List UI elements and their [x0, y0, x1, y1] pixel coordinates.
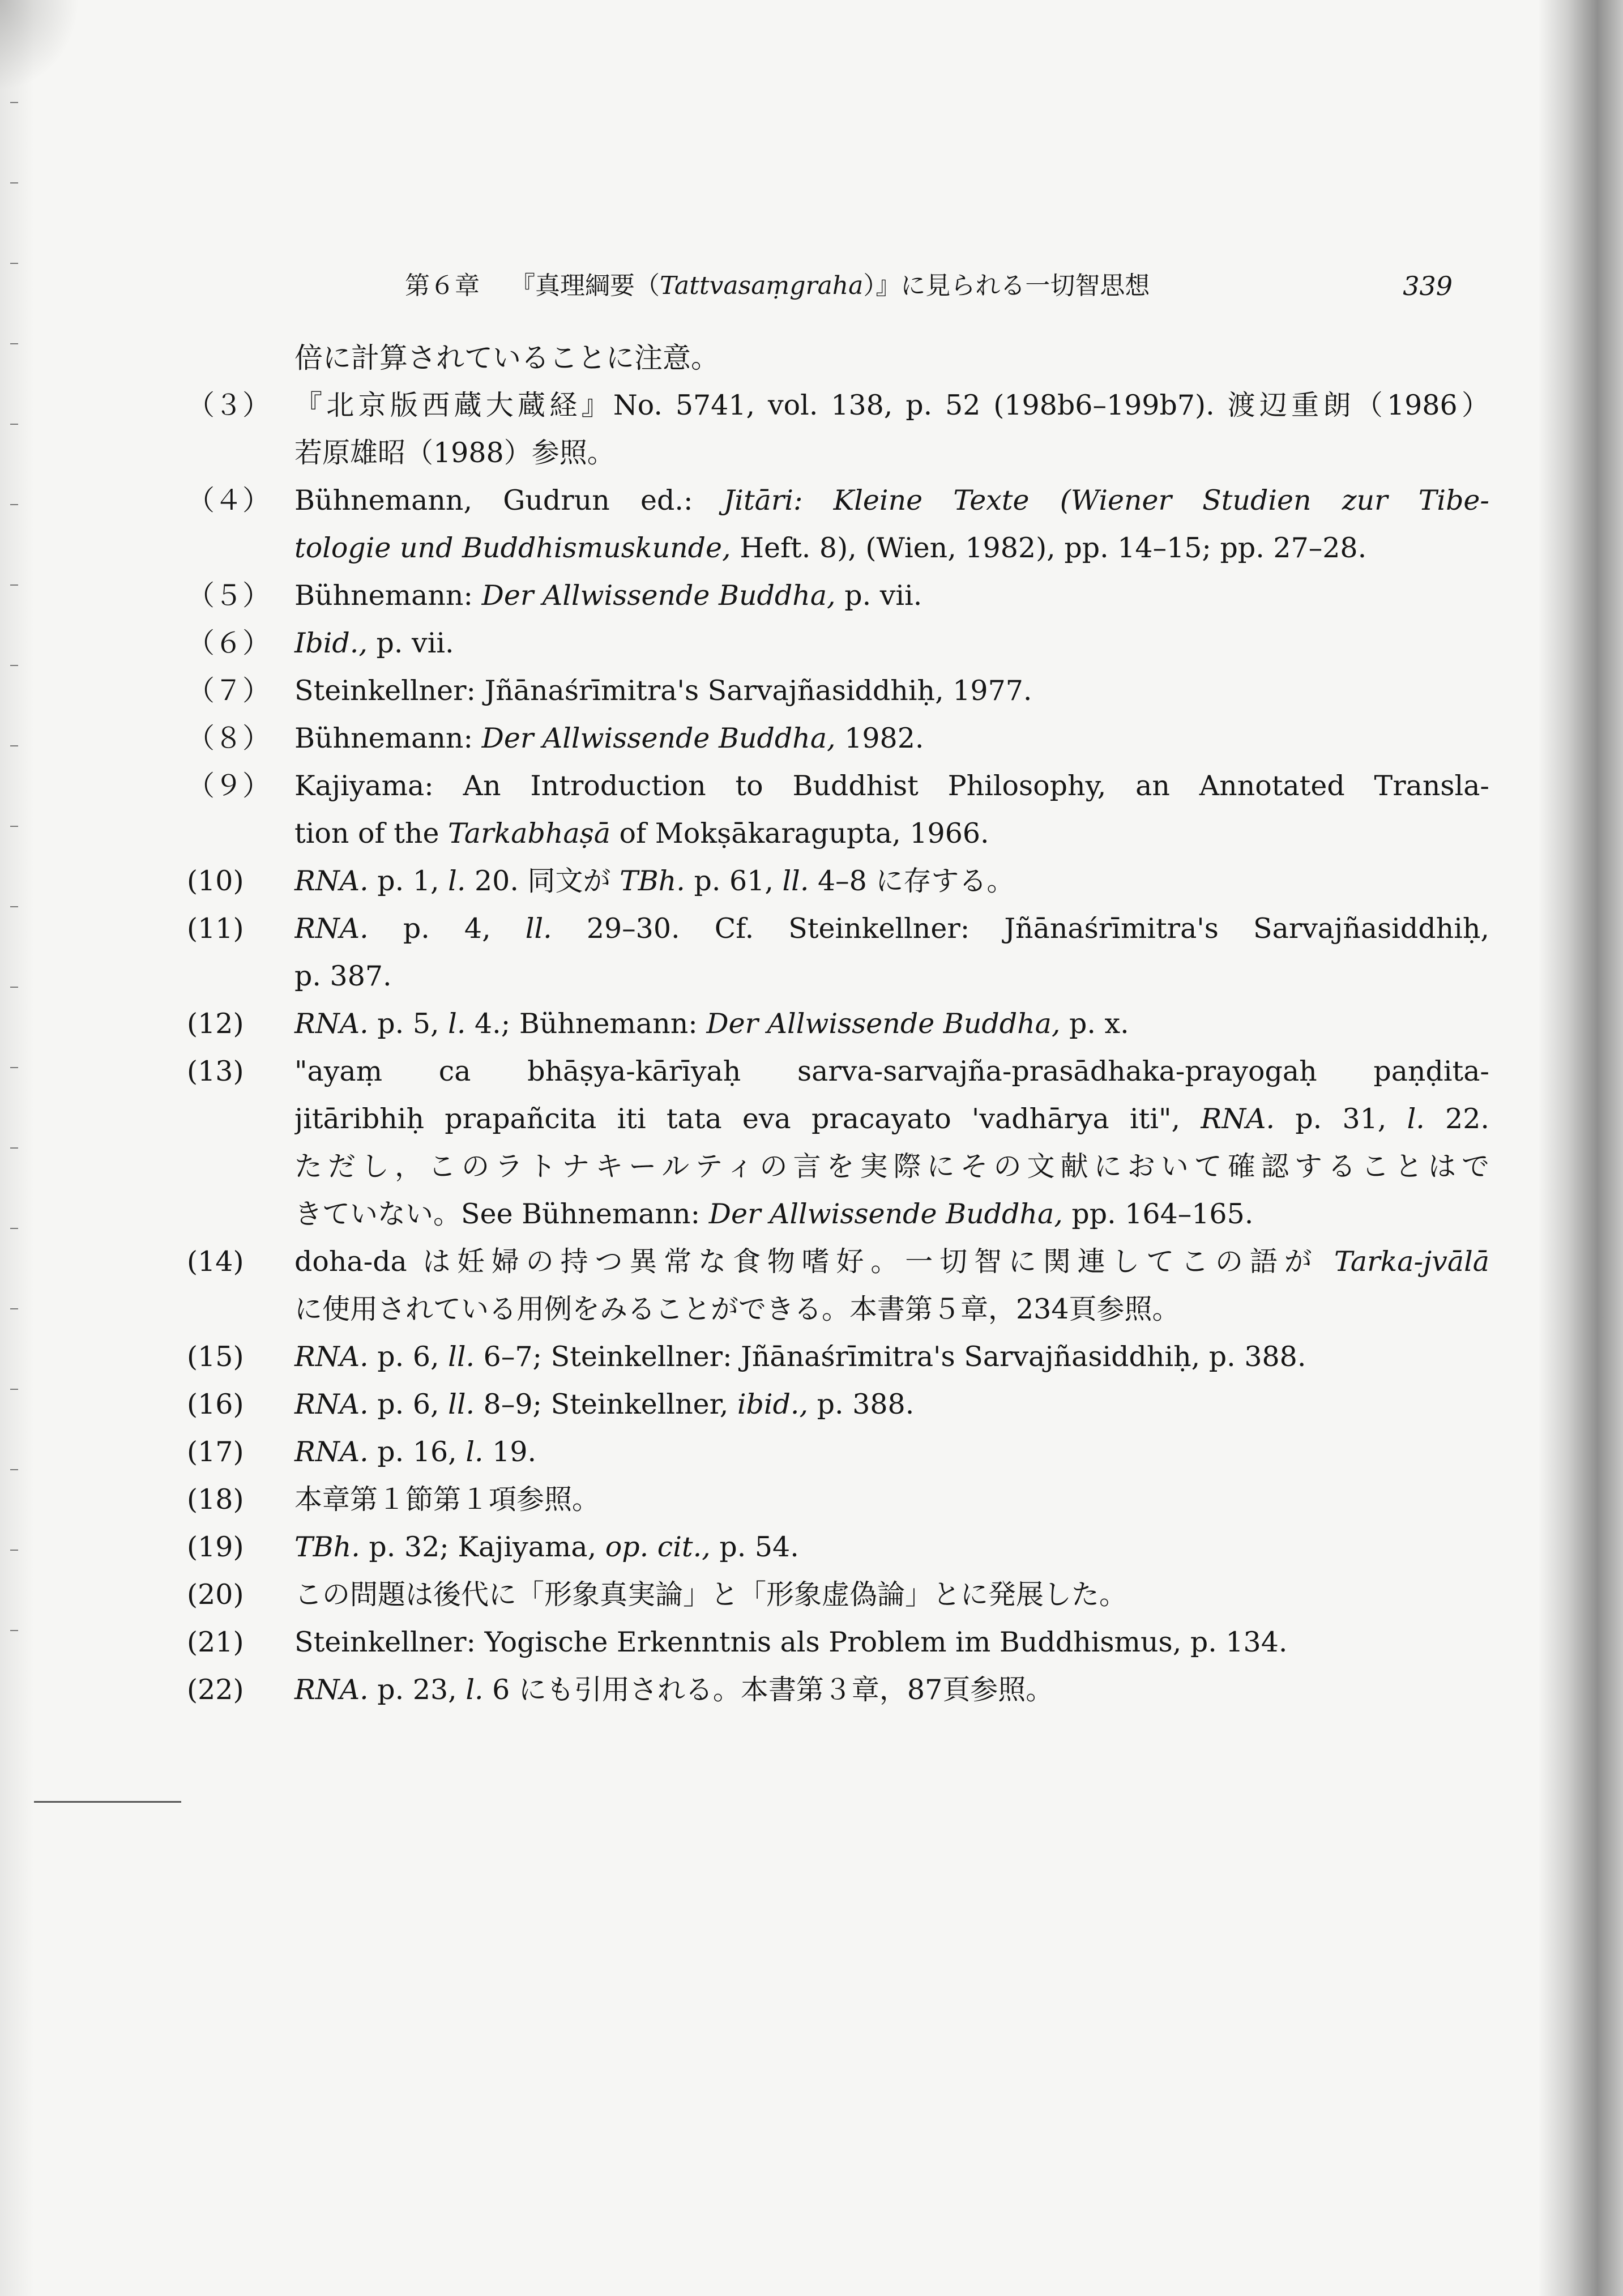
italic-text: Der Allwissende Buddha,	[481, 722, 836, 754]
text-run: Bühnemann, Gudrun ed.:	[294, 484, 724, 517]
footnote-number: (17)	[187, 1436, 244, 1468]
footnote-number: (21)	[187, 1626, 244, 1658]
text-run: ただし，このラトナキールティの言を実際にその文献において確認することはで	[294, 1150, 1489, 1183]
footnote	[187, 1048, 1489, 1238]
text-run: p. 6,	[368, 1388, 449, 1420]
footnote	[187, 715, 1489, 762]
footnote	[187, 1619, 1489, 1666]
text-run: p. 61,	[685, 865, 783, 897]
text-run: 本章第１節第１項参照。	[294, 1483, 600, 1516]
italic-text: Jitāri: Kleine Texte (Wiener Studien zur Tibe-	[723, 484, 1489, 517]
text-run: doha-da は妊婦の持つ異常な食物嗜好。一切智に関連してこの語が	[294, 1245, 1335, 1278]
footnote-number: (15)	[187, 1341, 244, 1373]
footnote	[187, 1666, 1489, 1714]
footnote-number: （５）	[187, 579, 271, 612]
footnote-number: (20)	[187, 1578, 244, 1611]
italic-text: Der Allwissende Buddha,	[481, 579, 836, 612]
footnote-line	[294, 1523, 1489, 1571]
italic-text: RNA.	[294, 1436, 369, 1468]
footnote-number: (11)	[187, 912, 244, 945]
italic-text: RNA.	[294, 865, 369, 897]
text-run: 19.	[483, 1436, 537, 1468]
footnote	[187, 857, 1489, 905]
text-run: tion of the	[294, 817, 449, 850]
footnote-number: （４）	[187, 484, 271, 517]
footnote-line	[294, 1381, 1489, 1428]
italic-text: ll.	[448, 1341, 475, 1373]
italic-text: TBh.	[294, 1531, 360, 1563]
footnote	[187, 1571, 1489, 1619]
italic-text: RNA.	[294, 912, 369, 945]
footnote	[187, 1000, 1489, 1048]
footnote-line	[294, 1428, 1489, 1476]
text-run: 22.	[1424, 1103, 1489, 1135]
footnote-line	[294, 667, 1489, 715]
italic-text: tologie und Buddhismuskunde,	[294, 532, 731, 564]
footnote-line	[294, 1476, 1489, 1523]
italic-text: l.	[448, 1008, 466, 1040]
footnote	[187, 477, 1489, 572]
text-run: p. x.	[1060, 1008, 1129, 1040]
text-run: p. 388.	[808, 1388, 915, 1420]
margin-rule	[34, 1801, 181, 1803]
footnote-number: (13)	[187, 1055, 244, 1087]
text-run: p. 6,	[368, 1341, 449, 1373]
text-run: この問題は後代に「形象真実論」と「形象虚偽論」とに発展した。	[294, 1578, 1127, 1611]
italic-text: Tarkabhaṣā	[448, 817, 610, 850]
footnote-line	[294, 1571, 1489, 1619]
page-number: 339	[1403, 271, 1453, 301]
text-run: きていない。See Bühnemann:	[294, 1198, 709, 1230]
running-header	[405, 266, 1453, 306]
italic-text: op. cit.,	[605, 1531, 711, 1563]
footnote	[187, 667, 1489, 715]
endnotes	[187, 334, 1489, 1714]
footnote-line	[294, 1000, 1489, 1048]
footnote-number: (14)	[187, 1245, 244, 1278]
text-run: 6 にも引用される。本書第３章，87頁参照。	[483, 1674, 1054, 1706]
footnote	[187, 1381, 1489, 1428]
text-run: p. 32; Kajiyama,	[360, 1531, 605, 1563]
scan-corner-smudge	[0, 0, 79, 91]
italic-text: TBh.	[620, 865, 685, 897]
text-run: p. 1,	[368, 865, 449, 897]
italic-text: Ibid.,	[294, 627, 368, 659]
continued-note-line: 倍に計算されていることに注意。	[294, 342, 719, 374]
footnote-line	[294, 620, 1489, 667]
footnote-number: （３）	[187, 389, 271, 421]
italic-text: l.	[465, 1674, 484, 1706]
text-run: 『北京版西蔵大蔵経』No. 5741, vol. 138, p. 52 (198b6–199b7). 渡辺重朗（1986）	[294, 389, 1489, 421]
text-run: p. 5,	[368, 1008, 449, 1040]
text-run: jitāribhiḥ prapañcita iti tata eva pracayato 'vadhārya iti",	[294, 1103, 1201, 1135]
footnote	[187, 905, 1489, 1000]
footnote	[187, 382, 1489, 477]
footnote	[187, 1333, 1489, 1381]
footnote-line	[294, 857, 1489, 905]
italic-text: RNA.	[294, 1388, 369, 1420]
footnote-line	[294, 1095, 1489, 1143]
text-run: 20. 同文が	[465, 865, 620, 897]
text-run: Heft. 8), (Wien, 1982), pp. 14–15; pp. 27–28.	[731, 532, 1367, 564]
text-run: 29–30. Cf. Steinkellner: Jñānaśrīmitra's Sarvajñasiddhiḥ,	[552, 912, 1489, 945]
margin-marks	[10, 102, 27, 1801]
footnote-number: (10)	[187, 865, 244, 897]
text-run: 4–8 に存する。	[809, 865, 1015, 897]
book-title-suffix: ）』に見られる一切智思想	[863, 271, 1150, 300]
footnote	[187, 762, 1489, 857]
italic-text: RNA.	[294, 1674, 369, 1706]
text-run: 4.; Bühnemann:	[465, 1008, 707, 1040]
text-run: 1982.	[835, 722, 924, 754]
footnote-line	[294, 382, 1489, 429]
footnote	[187, 620, 1489, 667]
footnote	[187, 1523, 1489, 1571]
text-run: p. 31,	[1275, 1103, 1407, 1135]
italic-text: ibid.,	[737, 1388, 809, 1420]
italic-text: Tarka-jvālā	[1334, 1245, 1489, 1278]
text-run: 若原雄昭（1988）参照。	[294, 437, 615, 469]
footnote-line	[294, 762, 1489, 810]
running-title	[405, 266, 1150, 306]
text-run: p. vii.	[367, 627, 454, 659]
italic-text: ll.	[782, 865, 809, 897]
text-run: Kajiyama: An Introduction to Buddhist Philosophy, an Annotated Transla-	[294, 770, 1489, 802]
text-run: p. 16,	[368, 1436, 466, 1468]
footnote-line	[294, 715, 1489, 762]
footnote	[187, 572, 1489, 620]
text-run: 8–9; Steinkellner,	[475, 1388, 737, 1420]
text-run: Bühnemann:	[294, 579, 482, 612]
italic-text: ll.	[525, 912, 552, 945]
text-run: p. 4,	[368, 912, 526, 945]
chapter-label: 第６章	[405, 271, 480, 300]
footnote-line	[294, 1619, 1489, 1666]
italic-text: RNA.	[1201, 1103, 1275, 1135]
italic-text: l.	[1407, 1103, 1425, 1135]
footnote-line	[294, 1666, 1489, 1714]
text-run: 6–7; Steinkellner: Jñānaśrīmitra's Sarvajñasiddhiḥ, p. 388.	[475, 1341, 1306, 1373]
text-run: p. 54.	[710, 1531, 799, 1563]
text-run: Steinkellner: Jñānaśrīmitra's Sarvajñasiddhiḥ, 1977.	[294, 675, 1032, 707]
text-run: Steinkellner: Yogische Erkenntnis als Problem im Buddhismus, p. 134.	[294, 1626, 1288, 1658]
footnote-number: (16)	[187, 1388, 244, 1420]
footnote-line	[294, 1333, 1489, 1381]
footnote-number: (12)	[187, 1008, 244, 1040]
footnote-line	[294, 1048, 1489, 1095]
footnote-line	[294, 1238, 1489, 1286]
italic-text: RNA.	[294, 1008, 369, 1040]
text-run: "ayaṃ ca bhāṣya-kārīyaḥ sarva-sarvajña-prasādhaka-prayogaḥ paṇḍita-	[294, 1055, 1489, 1087]
book-title-prefix: 『真理綱要（	[510, 271, 660, 300]
footnote-line	[294, 429, 1489, 477]
italic-text: l.	[465, 1436, 484, 1468]
footnote-number: （９）	[187, 770, 271, 802]
text-run: p. vii.	[835, 579, 922, 612]
footnote	[187, 1238, 1489, 1333]
footnote-number: （８）	[187, 722, 271, 754]
footnote-line	[294, 810, 1489, 857]
footnote-line	[294, 1143, 1489, 1190]
italic-text: Der Allwissende Buddha,	[706, 1008, 1061, 1040]
italic-text: Der Allwissende Buddha,	[708, 1198, 1063, 1230]
text-run: p. 23,	[368, 1674, 466, 1706]
italic-text: l.	[448, 865, 466, 897]
footnote-line	[294, 572, 1489, 620]
footnote-number: （７）	[187, 675, 271, 707]
text-run: pp. 164–165.	[1062, 1198, 1254, 1230]
italic-text: ll.	[448, 1388, 475, 1420]
footnote-line	[294, 524, 1489, 572]
book-title-sanskrit: Tattvasaṃgraha	[660, 271, 864, 300]
footnote-line	[294, 477, 1489, 524]
italic-text: RNA.	[294, 1341, 369, 1373]
footnote-number: (18)	[187, 1483, 244, 1516]
footnote-number: (19)	[187, 1531, 244, 1563]
footnote-number: (22)	[187, 1674, 244, 1706]
footnote-line	[294, 1286, 1489, 1333]
footnote-line	[294, 1190, 1489, 1238]
text-run: p. 387.	[294, 960, 392, 992]
text-run: Bühnemann:	[294, 722, 482, 754]
text-run: of Mokṣākaragupta, 1966.	[610, 817, 989, 850]
footnote-line	[294, 953, 1489, 1000]
text-run: に使用されている用例をみることができる。本書第５章，234頁参照。	[294, 1293, 1180, 1325]
page-edge-shadow	[1538, 0, 1623, 2296]
footnote-line	[294, 905, 1489, 953]
footnote-number: （６）	[187, 627, 271, 659]
footnote	[187, 1476, 1489, 1523]
footnote	[187, 1428, 1489, 1476]
